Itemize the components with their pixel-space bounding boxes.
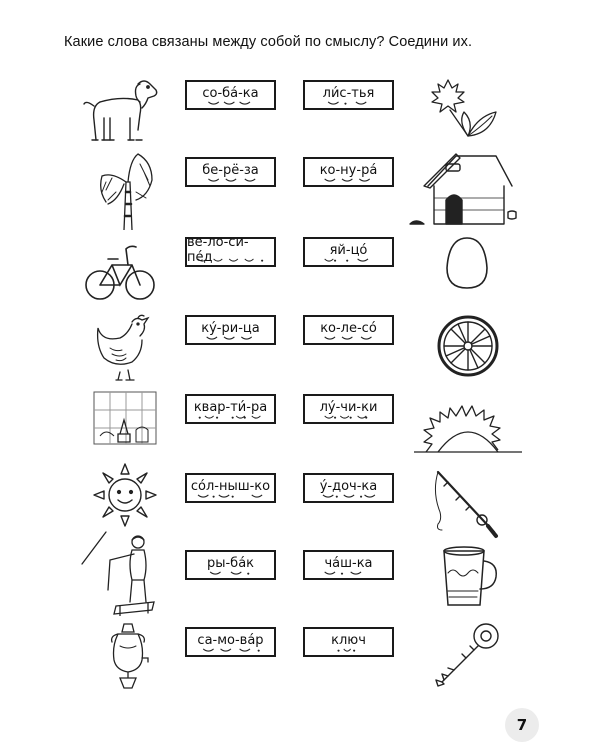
hen-picture xyxy=(92,312,156,384)
birch-picture xyxy=(96,152,158,230)
word-label: лу́-чи-ки xyxy=(319,399,378,415)
right-word-box[interactable] xyxy=(303,237,394,267)
egg-picture xyxy=(445,236,489,290)
right-word-box[interactable] xyxy=(303,627,394,657)
left-word-box[interactable] xyxy=(185,315,276,345)
word-label: ча́ш-ка xyxy=(324,555,373,571)
dog-picture xyxy=(80,74,160,144)
right-word-box[interactable] xyxy=(303,394,394,424)
right-word-box[interactable] xyxy=(303,80,394,110)
word-label: ко-ну-ра́ xyxy=(319,162,378,178)
sunrise-picture xyxy=(410,392,526,458)
word-label: ключ xyxy=(331,632,366,648)
right-word-box[interactable] xyxy=(303,473,394,503)
word-label: бе-рё-за xyxy=(202,162,259,178)
left-word-box[interactable] xyxy=(185,550,276,580)
word-label: квар-ти́-ра xyxy=(193,399,268,415)
right-word-box[interactable] xyxy=(303,550,394,580)
room-picture xyxy=(90,390,160,446)
word-label: ве-ло-си-пе́д xyxy=(187,235,249,265)
cup-picture xyxy=(440,545,500,609)
left-word-box[interactable] xyxy=(185,80,276,110)
left-word-box[interactable] xyxy=(185,473,276,503)
samovar-picture xyxy=(106,622,150,692)
left-word-box[interactable] xyxy=(185,237,276,267)
right-word-box[interactable] xyxy=(303,157,394,187)
sun-picture xyxy=(92,462,158,528)
fishing-rod-picture xyxy=(430,470,500,542)
fisherman-picture xyxy=(80,530,162,616)
key-picture xyxy=(430,620,502,692)
wheel-picture xyxy=(436,314,500,378)
left-word-box[interactable] xyxy=(185,627,276,657)
word-label: ли́с-тья xyxy=(322,85,375,101)
word-label: ко-ле-со́ xyxy=(320,320,377,336)
left-word-box[interactable] xyxy=(185,157,276,187)
page-number-badge: 7 xyxy=(505,708,539,742)
word-label: ры-ба́к xyxy=(206,555,255,571)
word-label: со́л-ныш-ко xyxy=(190,478,271,494)
leaves-picture xyxy=(428,76,500,142)
task-instruction: Какие слова связаны между собой по смыслу? Соедини их. xyxy=(64,34,473,50)
word-label: со-ба́-ка xyxy=(202,85,259,101)
left-word-box[interactable] xyxy=(185,394,276,424)
right-word-box[interactable] xyxy=(303,315,394,345)
bicycle-picture xyxy=(84,235,156,307)
word-label: у́-доч-ка xyxy=(319,478,378,494)
word-label: ку́-ри-ца xyxy=(201,320,260,336)
doghouse-picture xyxy=(408,152,528,230)
word-label: са-мо-ва́р xyxy=(197,632,264,648)
word-label: яй-цо́ xyxy=(329,242,368,258)
